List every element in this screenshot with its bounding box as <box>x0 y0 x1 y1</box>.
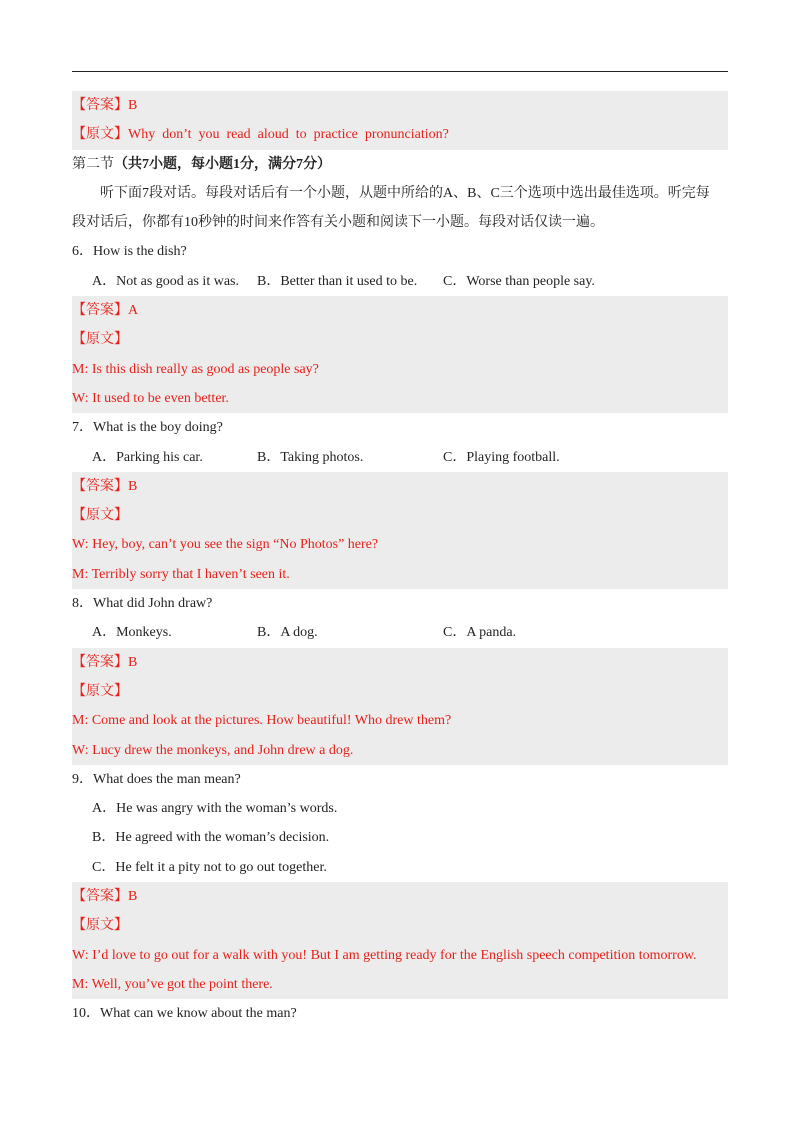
question-options-7 <box>72 443 728 472</box>
answer-block-9 <box>72 882 728 999</box>
script-line: M: Well, you’ve got the point there. <box>72 976 273 992</box>
option-b: B．Better than it used to be. <box>257 273 418 289</box>
option-c: C．A panda. <box>443 625 517 641</box>
option-c: C．He felt it a pity not to go out together. <box>92 859 327 875</box>
answer-line: 【答案】B <box>72 98 138 113</box>
answer-block-7 <box>72 472 728 589</box>
script-line: W: I’d love to go out for a walk with you! But I am getting ready for the English speech competition tomorrow. <box>72 947 697 963</box>
script-line: M: Is this dish really as good as people say? <box>72 361 319 377</box>
script-line: M: Terribly sorry that I haven’t seen it. <box>72 566 290 582</box>
source-line: 【原文】Why don’t you read aloud to practice pronunciation? <box>72 127 449 143</box>
option-c: C．Worse than people say. <box>443 273 595 289</box>
question-stem-6: 6．How is the dish? <box>72 244 187 260</box>
header-rule <box>72 71 728 72</box>
source-label: 【原文】 <box>72 683 128 699</box>
source-label: 【原文】 <box>72 918 128 934</box>
option-a: A．Monkeys. <box>92 625 172 641</box>
question-stem-10: 10．What can we know about the man? <box>72 1006 297 1022</box>
script-line: M: Come and look at the pictures. How beautiful! Who drew them? <box>72 713 452 729</box>
option-a: A．He was angry with the woman’s words. <box>92 801 338 817</box>
question-options-6 <box>72 267 728 296</box>
option-b: B．A dog. <box>257 625 318 641</box>
answer-block-8 <box>72 648 728 765</box>
option-a: A．Parking his car. <box>92 449 203 465</box>
section-heading-label: 第二节 <box>72 156 114 172</box>
question-stem-8: 8．What did John draw? <box>72 596 213 612</box>
question-stem-7: 7．What is the boy doing? <box>72 420 223 436</box>
option-b: B．Taking photos. <box>257 449 364 465</box>
answer-line: 【答案】A <box>72 303 139 319</box>
source-label: 【原文】 <box>72 508 128 524</box>
section-instructions-2: 段对话后，你都有10秒钟的时间来作答有关小题和阅读下一小题。每段对话仅读一遍。 <box>72 215 604 231</box>
script-line: W: Lucy drew the monkeys, and John drew a dog. <box>72 742 354 758</box>
script-line: W: Hey, boy, can’t you see the sign “No Photos” here? <box>72 537 379 553</box>
page-content <box>72 91 728 1029</box>
section-instructions-1: 听下面7段对话。每段对话后有一个小题，从题中所给的A、B、C三个选项中选出最佳选项。听完每 <box>100 185 710 201</box>
question-stem-9: 9．What does the man mean? <box>72 771 241 787</box>
answer-line: 【答案】B <box>72 889 138 905</box>
section-heading-scoring: （共7小题，每小题1分，满分7分） <box>114 156 331 172</box>
answer-line: 【答案】B <box>72 654 138 670</box>
source-label: 【原文】 <box>72 332 128 348</box>
answer-line: 【答案】B <box>72 478 138 494</box>
option-b: B．He agreed with the woman’s decision. <box>92 830 330 846</box>
option-c: C．Playing football. <box>443 449 560 465</box>
section-heading <box>72 150 728 179</box>
answer-block-5 <box>72 91 728 150</box>
question-options-8 <box>72 618 728 647</box>
script-line: W: It used to be even better. <box>72 390 229 406</box>
answer-block-6 <box>72 296 728 413</box>
option-a: A．Not as good as it was. <box>92 273 239 289</box>
